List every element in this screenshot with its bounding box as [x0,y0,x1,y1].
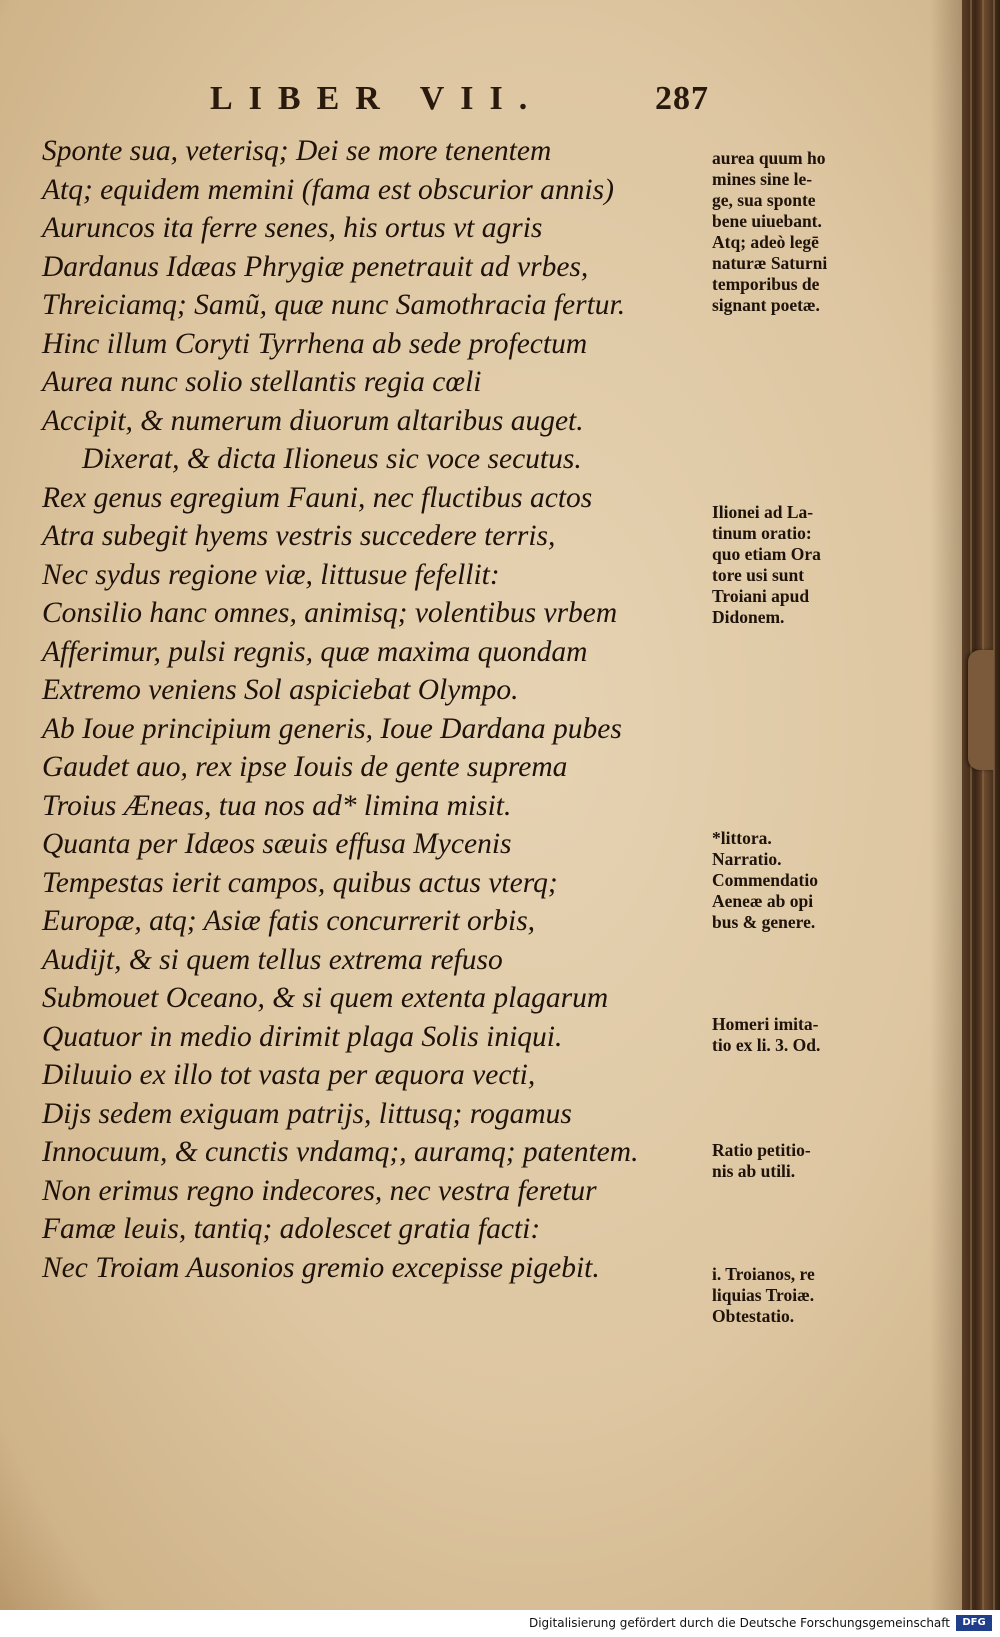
gloss-line: nis ab utili. [712,1161,796,1181]
verse-line: Nec sydus regione viæ, littusue fefellit: [42,558,500,591]
bookmark-tab [968,650,994,770]
verse-line: Diluuio ex illo tot vasta per æquora vecti, [42,1059,536,1091]
verse-line: Audijt, & si quem tellus extrema refuso [42,943,503,976]
marginal-gloss [712,502,872,628]
marginal-gloss [712,1014,872,1056]
gloss-line: Ratio petitio- [712,1140,811,1160]
gloss-line: Aeneæ ab opi [712,891,814,911]
marginal-gloss [712,148,872,316]
verse-line: Troius Æneas, tua nos ad* limina misit. [42,789,512,822]
footer-bar [0,1610,1000,1637]
verse-line: Quatuor in medio dirimit plaga Solis iniqui. [42,1020,563,1053]
funding-credit: Digitalisierung gefördert durch die Deutsche Forschungsgemeinschaft [528,1616,950,1630]
verse-line: Dixerat, & dicta Ilioneus sic voce secutus. [82,443,582,475]
gloss-line: aurea quum ho [712,148,826,168]
marginal-gloss [712,1140,872,1182]
gloss-line: mines sine le- [712,169,813,189]
verse-line: Extremo veniens Sol aspiciebat Olympo. [42,674,519,706]
verse-line: Atq; equidem memini (fama est obscurior annis) [42,173,614,206]
verse-line: Innocuum, & cunctis vndamq;, auramq; patentem. [42,1136,639,1168]
edge-line [970,0,972,1610]
gloss-line: Obtestatio. [712,1306,795,1326]
verse-line: Auruncos ita ferre senes, his ortus vt agris [42,212,543,244]
gloss-line: tio ex li. 3. Od. [712,1035,821,1055]
gloss-line: ge, sua sponte [712,190,816,210]
gloss-line: quo etiam Ora [712,544,821,564]
verse-line: Nec Troiam Ausonios gremio excepisse pigebit. [42,1251,600,1284]
verse-line: Gaudet auo, rex ipse Iouis de gente suprema [42,751,568,783]
gloss-line: bene uiuebant. [712,211,822,231]
verse-line: Threiciamq; Samũ, quæ nunc Samothracia fertur. [42,289,626,321]
edge-line [982,0,984,1610]
gloss-line: naturæ Saturni [712,253,828,273]
gloss-line: tinum oratio: [712,523,812,543]
gloss-line: tore usi sunt [712,565,805,585]
verse-line: Sponte sua, veterisq; Dei se more tenentem [42,135,552,167]
verse-line: Aurea nunc solio stellantis regia cœli [42,366,482,398]
gloss-line: Ilionei ad La- [712,502,814,522]
gloss-line: signant poetæ. [712,295,820,315]
gloss-line: bus & genere. [712,912,816,932]
gloss-line: temporibus de [712,274,820,294]
gloss-line: *littora. [712,828,772,848]
marginal-gloss [712,1264,872,1327]
verse-line: Tempestas ierit campos, quibus actus vterq; [42,866,558,899]
verse-line: Dardanus Idæas Phrygiæ penetrauit ad vrbes, [42,250,589,283]
book-edge [962,0,1000,1610]
gloss-line: Didonem. [712,607,785,627]
page-number: 287 [655,80,709,117]
gloss-line: Narratio. [712,849,782,869]
verse-line: Ab Ioue principium generis, Ioue Dardana pubes [42,712,622,745]
verse-line: Quanta per Idæos sæuis effusa Mycenis [42,828,512,860]
running-header [210,80,730,124]
verse-line: Famæ leuis, tantiq; adolescet gratia facti: [42,1213,541,1245]
marginal-gloss [712,828,872,933]
verse-line: Dijs sedem exiguam patrijs, littusq; rogamus [42,1097,572,1130]
verse-line: Rex genus egregium Fauni, nec fluctibus actos [42,481,593,514]
verse-line: Atra subegit hyems vestris succedere terris, [42,520,556,552]
verse-line: Non erimus regno indecores, nec vestra feretur [42,1174,597,1207]
verse-line: Consilio hanc omnes, animisq; volentibus vrbem [42,597,618,629]
edge-line [993,0,995,1610]
verse-line: Submouet Oceano, & si quem extenta plagarum [42,982,609,1014]
running-head-title: LIBER VII. [210,80,544,117]
verse-line: Hinc illum Coryti Tyrrhena ab sede profectum [42,327,588,360]
verse-line: Europæ, atq; Asiæ fatis concurrerit orbis, [42,905,536,937]
gloss-line: Troiani apud [712,586,810,606]
verse-line: Accipit, & numerum diuorum altaribus auget. [42,404,584,437]
verse-text-block [42,132,742,1287]
gloss-line: Homeri imita- [712,1014,819,1034]
verse-line: Afferimur, pulsi regnis, quæ maxima quondam [42,635,588,668]
gloss-line: Atq; adeò legē [712,232,819,252]
dfg-logo-icon: DFG [956,1615,992,1631]
gloss-line: liquias Troiæ. [712,1285,815,1305]
gloss-line: i. Troianos, re [712,1264,815,1284]
gloss-line: Commendatio [712,870,818,890]
